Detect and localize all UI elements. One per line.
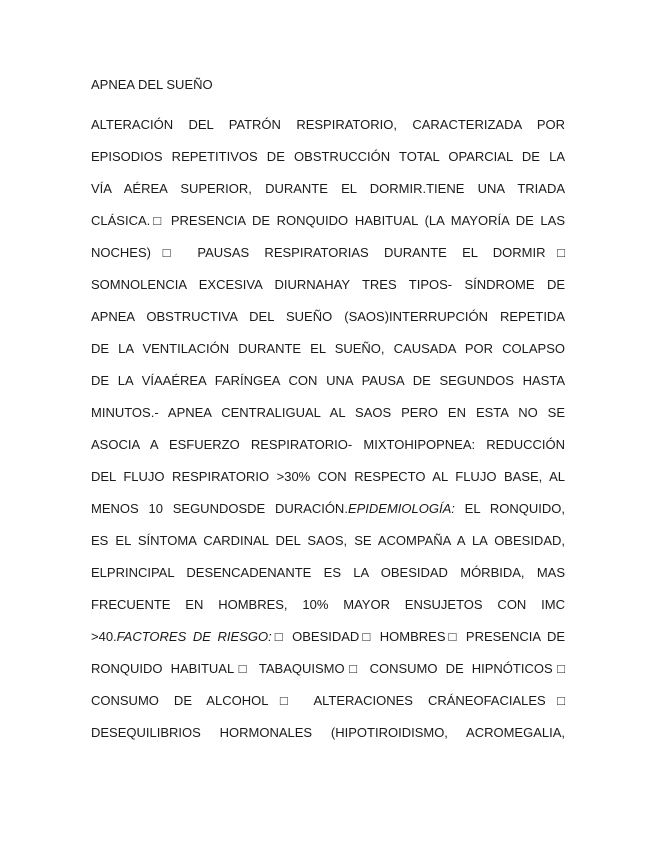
line-text: >40. [91, 629, 117, 644]
line-text: APNEA OBSTRUCTIVA DEL SUEÑO (SAOS)INTERRUPCIÓN REPETIDA [91, 309, 565, 324]
line-text: DE LA VENTILACIÓN DURANTE EL SUEÑO, CAUSADA POR COLAPSO [91, 341, 565, 356]
line-text: NOCHES)□ PAUSAS RESPIRATORIAS DURANTE EL DORMIR□ [91, 245, 565, 260]
line-text: CONSUMO DE ALCOHOL□ ALTERACIONES CRÁNEOFACIALES□ [91, 693, 565, 708]
body-line [91, 373, 565, 405]
line-text: EPISODIOS REPETITIVOS DE OBSTRUCCIÓN TOTAL OPARCIAL DE LA [91, 149, 565, 164]
line-text: ASOCIA A ESFUERZO RESPIRATORIO- MIXTOHIPOPNEA: REDUCCIÓN [91, 437, 565, 452]
italic-heading-text: EPIDEMIOLOGÍA: [347, 501, 455, 516]
line-text: SOMNOLENCIA EXCESIVA DIURNAHAY TRES TIPOS- SÍNDROME DE [91, 277, 565, 292]
line-text: MENOS 10 SEGUNDOSDE DURACIÓN. [91, 501, 348, 516]
body-line [91, 245, 565, 277]
line-text: MINUTOS.- APNEA CENTRALIGUAL AL SAOS PERO EN ESTA NO SE [91, 405, 565, 420]
body-line [91, 469, 565, 501]
body-line [91, 725, 565, 757]
line-text: EL RONQUIDO, [454, 501, 565, 516]
body-line [91, 149, 565, 181]
body-line [91, 501, 565, 533]
line-text: DEL FLUJO RESPIRATORIO >30% CON RESPECTO AL FLUJO BASE, AL [91, 469, 565, 484]
line-text: ELPRINCIPAL DESENCADENANTE ES LA OBESIDAD MÓRBIDA, MAS [91, 565, 565, 580]
body-line [91, 597, 565, 629]
body-line [91, 533, 565, 565]
italic-heading-text: FACTORES DE RIESGO: [116, 629, 272, 644]
line-text: □ OBESIDAD□ HOMBRES□ PRESENCIA DE [271, 629, 565, 644]
line-text: VÍA AÉREA SUPERIOR, DURANTE EL DORMIR.TIENE UNA TRIADA [91, 181, 565, 196]
body-line [91, 341, 565, 373]
body-line [91, 661, 565, 693]
body-line [91, 181, 565, 213]
line-text: ALTERACIÓN DEL PATRÓN RESPIRATORIO, CARACTERIZADA POR [91, 117, 565, 132]
body-line [91, 405, 565, 437]
line-text: DE LA VÍAAÉREA FARÍNGEA CON UNA PAUSA DE SEGUNDOS HASTA [91, 373, 565, 388]
document-body [91, 117, 565, 757]
body-line [91, 565, 565, 597]
body-line [91, 117, 565, 149]
line-text: CLÁSICA.□ PRESENCIA DE RONQUIDO HABITUAL (LA MAYORÍA DE LAS [91, 213, 565, 228]
line-text: RONQUIDO HABITUAL□ TABAQUISMO□ CONSUMO DE HIPNÓTICOS□ [91, 661, 565, 676]
body-line [91, 437, 565, 469]
line-text: DESEQUILIBRIOS HORMONALES (HIPOTIROIDISMO, ACROMEGALIA, [91, 725, 565, 740]
body-line [91, 213, 565, 245]
body-line [91, 629, 565, 661]
document-title: APNEA DEL SUEÑO [91, 77, 213, 92]
body-line [91, 277, 565, 309]
body-line [91, 309, 565, 341]
line-text: ES EL SÍNTOMA CARDINAL DEL SAOS, SE ACOMPAÑA A LA OBESIDAD, [91, 533, 565, 548]
line-text: FRECUENTE EN HOMBRES, 10% MAYOR ENSUJETOS CON IMC [91, 597, 565, 612]
body-line [91, 693, 565, 725]
